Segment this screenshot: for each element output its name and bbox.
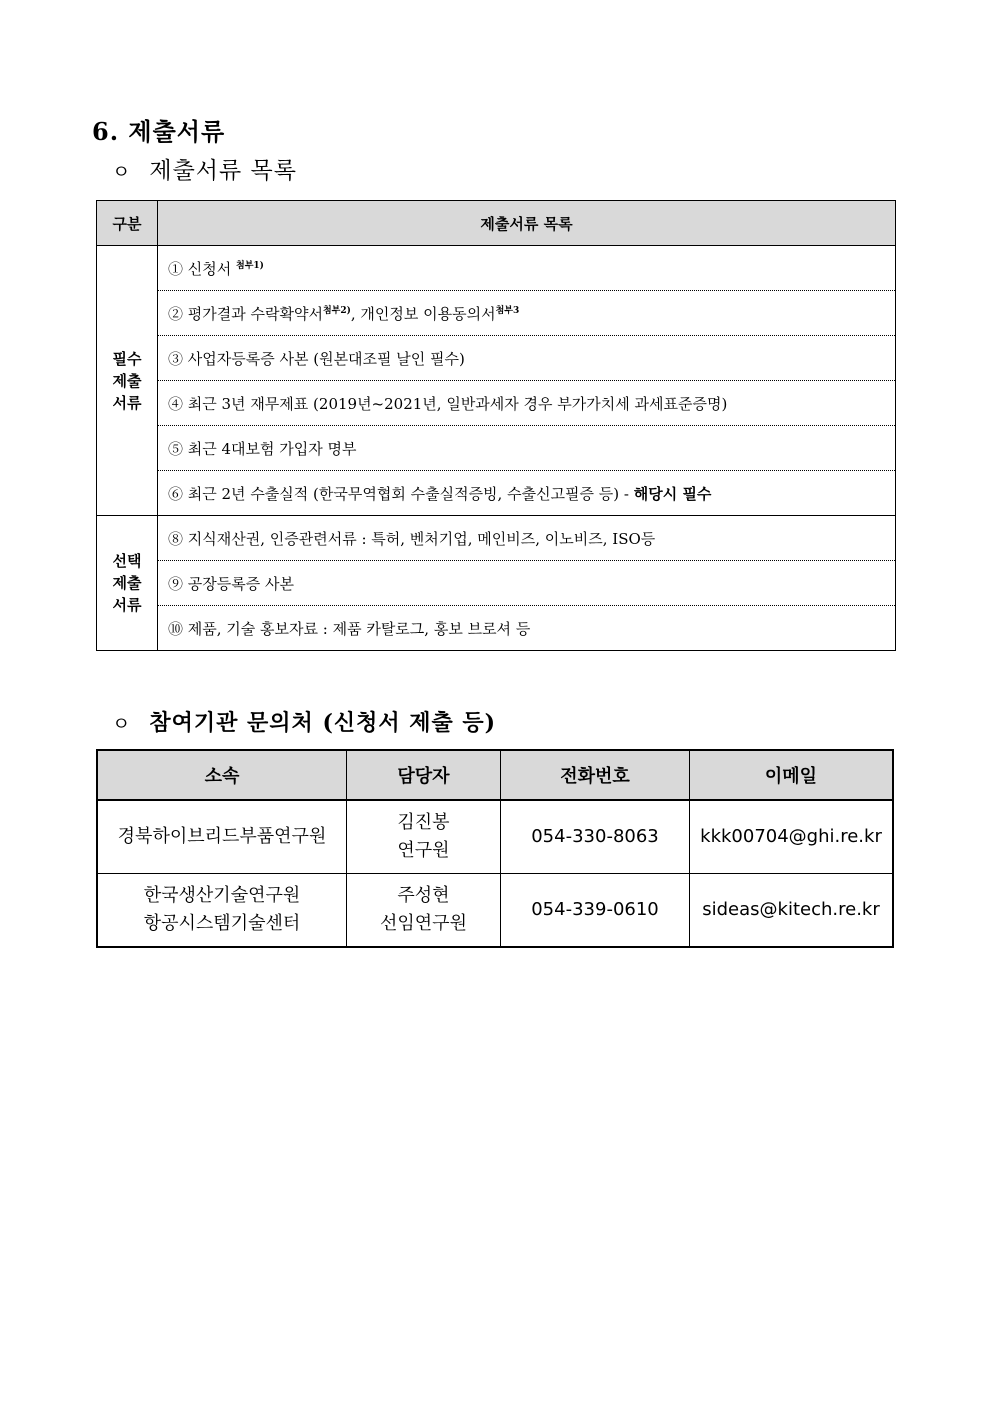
documents-table [96,200,896,651]
contact-heading [112,706,496,737]
header-category: 구분 [97,201,158,246]
documents-header-row [97,201,896,246]
affiliation-cell: 경북하이브리드부품연구원 [97,800,347,874]
affiliation-cell: 한국생산기술연구원 항공시스템기술센터 [97,874,347,948]
list-item: ⑥ 최근 2년 수출실적 (한국무역협회 수출실적증빙, 수출신고필증 등) - 해당시 필수 [158,471,896,516]
table-row [97,426,896,471]
list-item: ⑩ 제품, 기술 홍보자료 : 제품 카탈로그, 홍보 브로셔 등 [158,606,896,651]
header-person: 담당자 [347,750,501,800]
table-row [97,800,893,874]
list-item: ⑧ 지식재산권, 인증관련서류 : 특허, 벤처기업, 메인비즈, 이노비즈, ISO등 [158,516,896,561]
table-row [97,606,896,651]
required-note: 해당시 필수 [633,484,712,503]
table-row [97,516,896,561]
table-row [97,471,896,516]
table-row [97,561,896,606]
header-phone: 전화번호 [501,750,690,800]
list-item: ⑨ 공장등록증 사본 [158,561,896,606]
list-item: ① 신청서 $^{첨부1)}$ [158,246,896,291]
section-title: 6. 제출서류 [92,117,226,146]
bullet-icon: ㅇ [112,713,132,735]
table-row [97,874,893,948]
table-row [97,336,896,381]
contacts-table [96,749,894,948]
table-row [97,291,896,336]
table-row [97,381,896,426]
contacts-header-row [97,750,893,800]
phone-cell: 054-330-8063 [501,800,690,874]
header-email: 이메일 [690,750,894,800]
person-cell: 주성현 선임연구원 [347,874,501,948]
email-cell: kkk00704@ghi.re.kr [690,800,894,874]
phone-cell: 054-339-0610 [501,874,690,948]
header-affiliation: 소속 [97,750,347,800]
category-optional: 선택 제출 서류 [97,516,158,651]
list-item: ④ 최근 3년 재무제표 (2019년~2021년, 일반과세자 경우 부가가치세 과세표준증명) [158,381,896,426]
email-cell: sideas@kitech.re.kr [690,874,894,948]
list-item: ③ 사업자등록증 사본 (원본대조필 날인 필수) [158,336,896,381]
category-required: 필수 제출 서류 [97,246,158,516]
person-cell: 김진봉 연구원 [347,800,501,874]
list-item: ② 평가결과 수락확약서$^{첨부2)}$, 개인정보 이용동의서$^{첨부3}$ [158,291,896,336]
bullet-icon: ㅇ [112,161,132,183]
docs-heading [112,152,297,185]
list-item: ⑤ 최근 4대보험 가입자 명부 [158,426,896,471]
header-documents: 제출서류 목록 [158,201,896,246]
contact-heading-text: 참여기관 문의처 (신청서 제출 등) [149,710,497,736]
docs-heading-text: 제출서류 목록 [149,158,297,184]
table-row [97,246,896,291]
